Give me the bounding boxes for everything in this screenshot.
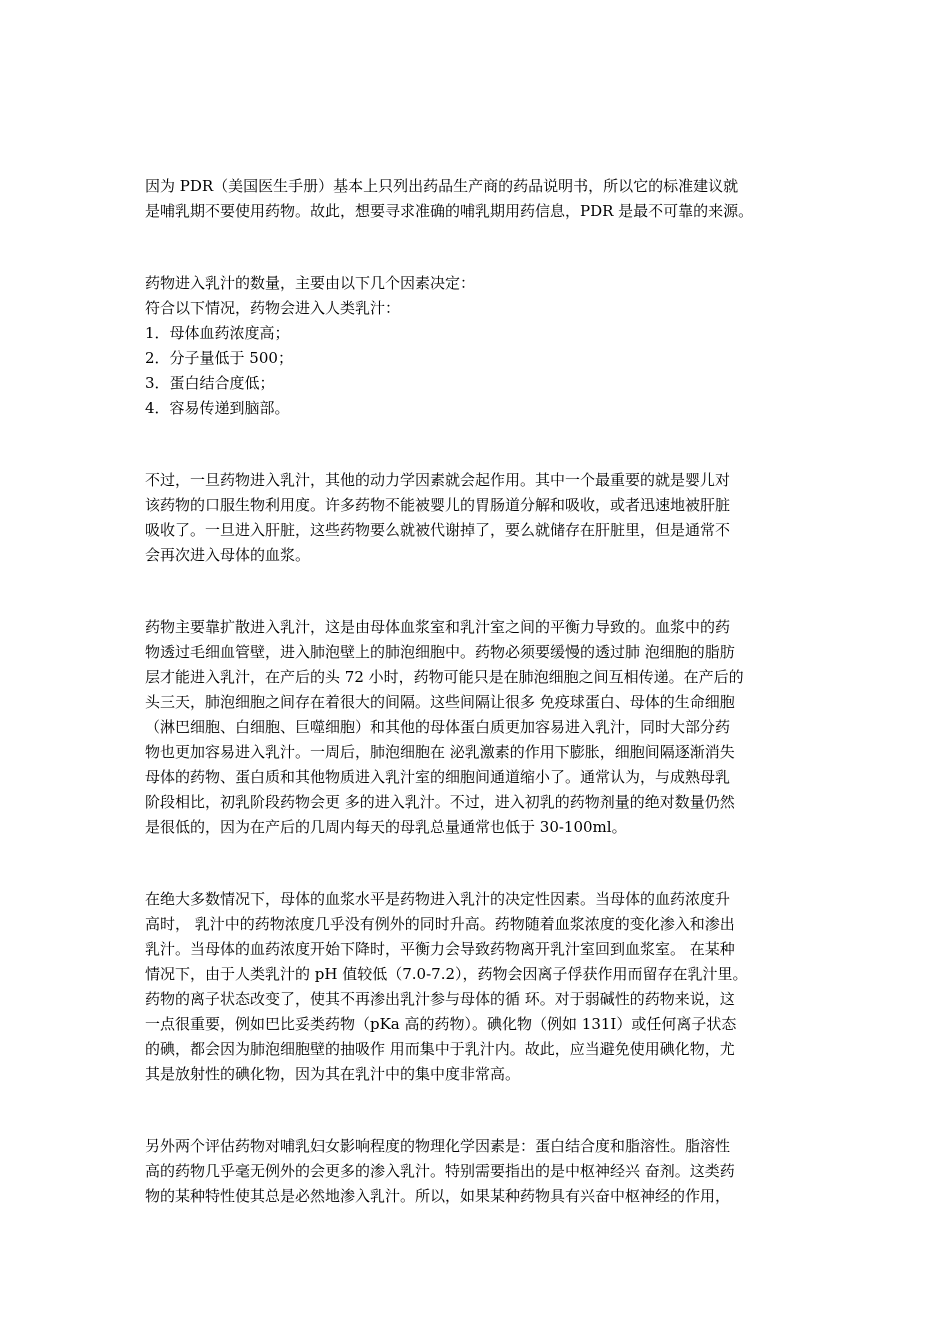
text-line: 该药物的口服生物利用度。许多药物不能被婴儿的胃肠道分解和吸收，或者迅速地被肝脏 [145,496,731,514]
text-line: 符合以下情况，药物会进入人类乳汁： [145,299,401,317]
text-line: 层才能进入乳汁，在产后的头 72 小时，药物可能只是在肺泡细胞之间互相传递。在产后的 [145,668,744,686]
text-line: 1．母体血药浓度高； [145,324,290,342]
paragraph [145,615,813,840]
text-line: 药物进入乳汁的数量，主要由以下几个因素决定： [145,274,476,292]
text-line: 高时， 乳汁中的药物浓度几乎没有例外的同时升高。药物随着血浆浓度的变化渗入和渗出 [145,915,735,933]
text-line: 物也更加容易进入乳汁。一周后，肺泡细胞在 泌乳激素的作用下膨胀，细胞间隔逐渐消失 [145,743,735,761]
text-line: 母体的药物、蛋白质和其他物质进入乳汁室的细胞间通道缩小了。通常认为，与成熟母乳 [145,768,731,786]
text-line: 药物的离子状态改变了，使其不再渗出乳汁参与母体的循 环。对于弱碱性的药物来说，这 [145,990,735,1008]
paragraph [145,887,813,1087]
text-line: 因为 PDR（美国医生手册）基本上只列出药品生产商的药品说明书，所以它的标准建议就 [145,177,739,195]
paragraph-gap [145,224,813,271]
paragraph [145,1134,813,1209]
text-line: 是很低的，因为在产后的几周内每天的母乳总量通常也低于 30-100ml。 [145,818,627,836]
paragraph-gap [145,840,813,887]
text-line: 乳汁。当母体的血药浓度开始下降时，平衡力会导致药物离开乳汁室回到血浆室。 在某种 [145,940,735,958]
text-line: 会再次进入母体的血浆。 [145,546,311,564]
text-line: 情况下，由于人类乳汁的 pH 值较低（7.0-7.2），药物会因离子俘获作用而留存在乳汁里。 [145,965,748,983]
paragraph-gap [145,1087,813,1134]
text-line: 高的药物几乎毫无例外的会更多的渗入乳汁。特别需要指出的是中枢神经兴 奋剂。这类药 [145,1162,735,1180]
paragraph [145,468,813,568]
document-page [145,174,813,1209]
text-line: 不过，一旦药物进入乳汁，其他的动力学因素就会起作用。其中一个最重要的就是婴儿对 [145,471,731,489]
paragraph-gap [145,421,813,468]
text-line: 头三天，肺泡细胞之间存在着很大的间隔。这些间隔让很多 免疫球蛋白、母体的生命细胞 [145,693,735,711]
paragraph [145,174,813,224]
text-line: 3．蛋白结合度低； [145,374,275,392]
paragraph [145,271,813,421]
text-line: 一点很重要，例如巴比妥类药物（pKa 高的药物）。碘化物（例如 131I）或任何离子状态 [145,1015,737,1033]
text-line: 的碘，都会因为肺泡细胞壁的抽吸作 用而集中于乳汁内。故此，应当避免使用碘化物，尤 [145,1040,735,1058]
text-line: 物的某种特性使其总是必然地渗入乳汁。所以，如果某种药物具有兴奋中枢神经的作用， [145,1187,731,1205]
text-line: 是哺乳期不要使用药物。故此，想要寻求准确的哺乳期用药信息，PDR 是最不可靠的来源。 [145,202,754,220]
text-line: 药物主要靠扩散进入乳汁，这是由母体血浆室和乳汁室之间的平衡力导致的。血浆中的药 [145,618,731,636]
text-line: 2．分子量低于 500； [145,349,293,367]
text-line: 另外两个评估药物对哺乳妇女影响程度的物理化学因素是：蛋白结合度和脂溶性。脂溶性 [145,1137,731,1155]
text-line: 其是放射性的碘化物，因为其在乳汁中的集中度非常高。 [145,1065,521,1083]
text-line: 物透过毛细血管壁，进入肺泡壁上的肺泡细胞中。药物必须要缓慢的透过肺 泡细胞的脂肪 [145,643,735,661]
text-line: 在绝大多数情况下，母体的血浆水平是药物进入乳汁的决定性因素。当母体的血药浓度升 [145,890,731,908]
text-line: （淋巴细胞、白细胞、巨噬细胞）和其他的母体蛋白质更加容易进入乳汁，同时大部分药 [145,718,731,736]
text-line: 吸收了。一旦进入肝脏，这些药物要么就被代谢掉了，要么就储存在肝脏里，但是通常不 [145,521,731,539]
text-line: 4．容易传递到脑部。 [145,399,290,417]
paragraph-gap [145,568,813,615]
text-line: 阶段相比，初乳阶段药物会更 多的进入乳汁。不过，进入初乳的药物剂量的绝对数量仍然 [145,793,735,811]
